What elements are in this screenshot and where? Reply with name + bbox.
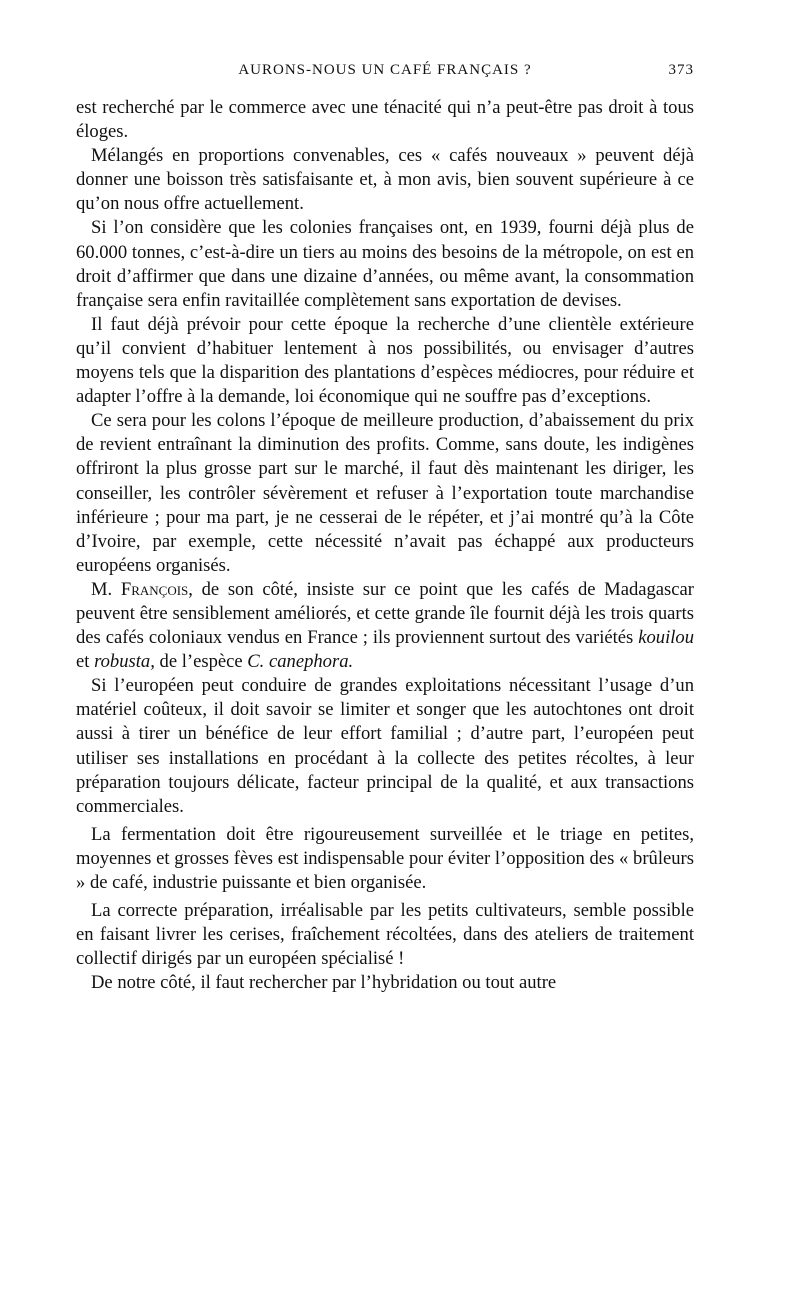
paragraph-text: de l’espèce <box>154 651 248 673</box>
paragraph: Ce sera pour les colons l’époque de meilleure production, d’abaissement du prix de revient entraînant la diminution des profits. Comme, sans doute, les indigènes offriront la plus grosse part sur le marché, il faut dès maintenant les diriger, les conseiller, les contrôler sévèrement et refuser à l’exportation toute marchandise inférieure ; pour ma part, je ne cesserai de le répéter, et j’ai montré qu’à la Côte d’Ivoire, par exemple, cette nécessité n’avait pas échappé aux producteurs européens organisés. <box>76 410 694 576</box>
paragraph: Si l’on considère que les colonies françaises ont, en 1939, fourni déjà plus de 60.000 tonnes, c’est-à-dire un tiers au moins des besoins de la métropole, on est en droit d’affirmer que dans une dizaine d’années, ou même avant, la consommation française sera enfin ravitaillée complètement sans exportation de devises. <box>76 217 694 311</box>
paragraph-text: et <box>76 651 95 673</box>
running-header <box>76 62 694 86</box>
running-title: AURONS-NOUS UN CAFÉ FRANÇAIS ? <box>238 62 532 78</box>
paragraph-last: De notre côté, il faut rechercher par l’hybridation ou tout autre <box>91 972 557 994</box>
paragraph: La correcte préparation, irréalisable par les petits cultivateurs, semble possible en faisant livrer les cerises, fraîchement récoltées, dans des ateliers de traitement collectif dirigés par un européen spécialisé ! <box>76 900 694 970</box>
author-name: François <box>120 578 189 600</box>
paragraph: Si l’européen peut conduire de grandes exploitations nécessitant l’usage d’un matériel coûteux, il doit savoir se limiter et songer que les autochtones ont droit aussi à tirer un bénéfice de leur effort familial ; d’autre part, l’européen peut utiliser ses installations en procédant à la collecte des petites récoltes, à leur préparation toujours délicate, facteur principal de la qualité, et aux transactions commerciales. <box>76 675 694 817</box>
variety-name: robusta, <box>94 651 155 673</box>
paragraph: Mélangés en proportions convenables, ces « cafés nouveaux » peuvent déjà donner une boisson très satisfaisante et, à mon avis, bien souvent supérieure à ce qu’on nous offre actuellement. <box>76 145 694 215</box>
paragraph: La fermentation doit être rigoureusement surveillée et le triage en petites, moyennes et grosses fèves est indispensable pour éviter l’opposition des « brûleurs » de café, industrie puissante et bien organisée. <box>76 823 694 893</box>
page-number: 373 <box>668 62 694 78</box>
paragraph: Il faut déjà prévoir pour cette époque la recherche d’une clientèle extérieure qu’il convient d’habituer lentement à nos possibilités, ou envisager d’autres moyens tels que la disparition des plantations d’espèces médiocres, pour réduire et adapter l’offre à la demande, loi économique qui ne souffre pas d’exceptions. <box>76 313 694 408</box>
paragraph-text: , de son côté, insiste sur ce point que les cafés de Madagascar peuvent être sensiblement améliorés, et cette grande île fournit déjà les trois quarts des cafés coloniaux vendus en France ; ils proviennent surtout des variétés <box>76 578 694 649</box>
body-text <box>76 96 694 995</box>
paragraph-francois <box>76 578 694 674</box>
species-name: C. canephora. <box>247 651 354 673</box>
variety-name: kouilou <box>638 627 694 649</box>
paragraph-continued: est recherché par le commerce avec une ténacité qui n’a peut-être pas droit à tous éloges. <box>76 97 694 143</box>
paragraph-lead: M. <box>91 578 121 600</box>
